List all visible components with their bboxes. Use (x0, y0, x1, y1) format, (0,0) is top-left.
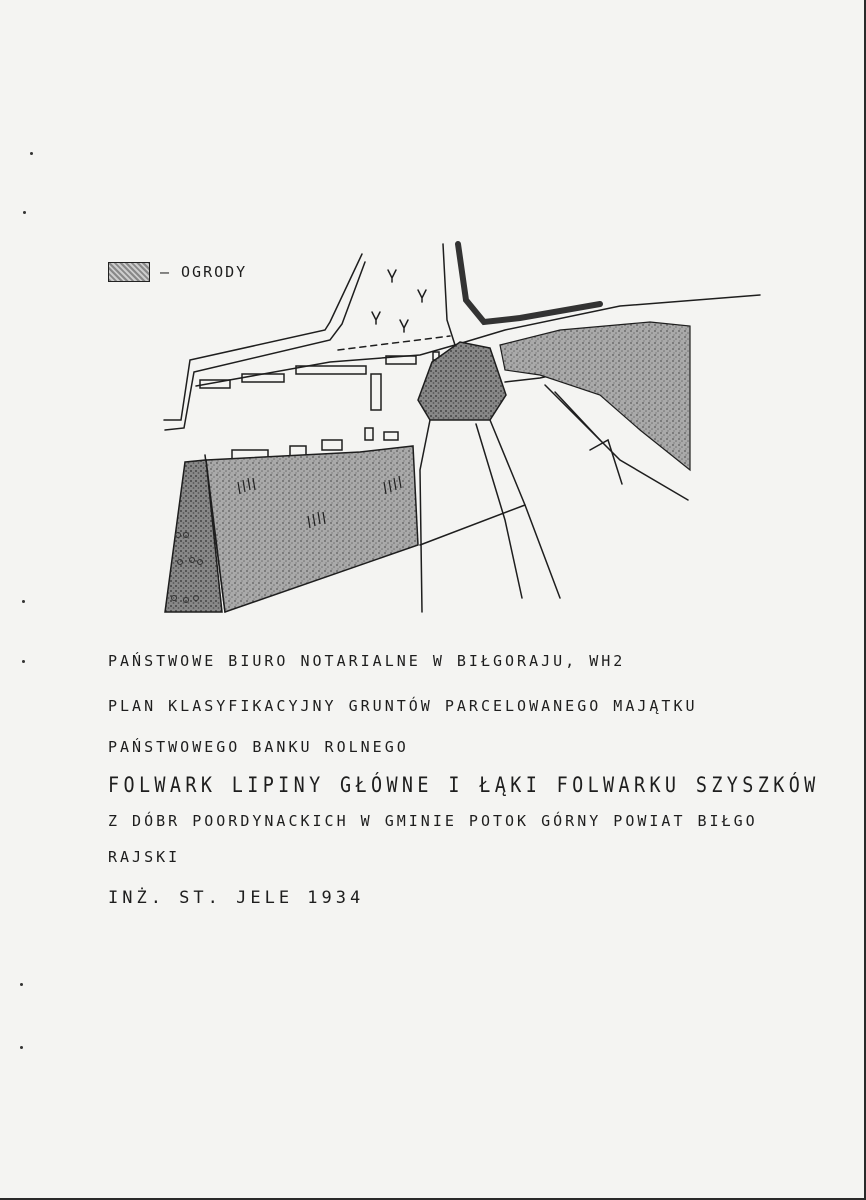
road-left-inner (165, 262, 365, 430)
river (458, 244, 600, 322)
note-line-1: PAŃSTWOWE BIURO NOTARIALNE W BIŁGORAJU, WH2 (108, 652, 626, 670)
note-line-4: FOLWARK LIPINY GŁÓWNE I ŁĄKI FOLWARKU SZYSZKÓW (108, 773, 820, 797)
map-legend (108, 262, 247, 282)
legend-dash: – (160, 263, 172, 281)
legend-label-gardens: OGRODY (181, 263, 248, 281)
garden-legend-swatch (108, 262, 150, 282)
note-line-2: PLAN KLASYFIKACYJNY GRUNTÓW PARCELOWANEGO MAJĄTKU (108, 697, 698, 715)
note-line-7: INŻ. ST. JELE 1934 (108, 888, 365, 908)
note-line-5: Z DÓBR POORDYNACKICH W GMINIE POTOK GÓRNY POWIAT BIŁGO (108, 812, 758, 830)
note-line-6: RAJSKI (108, 848, 181, 866)
road-south-1 (490, 420, 560, 598)
pond-island (418, 342, 506, 420)
field-large (206, 446, 418, 612)
road-south-2 (476, 424, 522, 598)
note-line-3: PAŃSTWOWEGO BANKU ROLNEGO (108, 738, 409, 756)
